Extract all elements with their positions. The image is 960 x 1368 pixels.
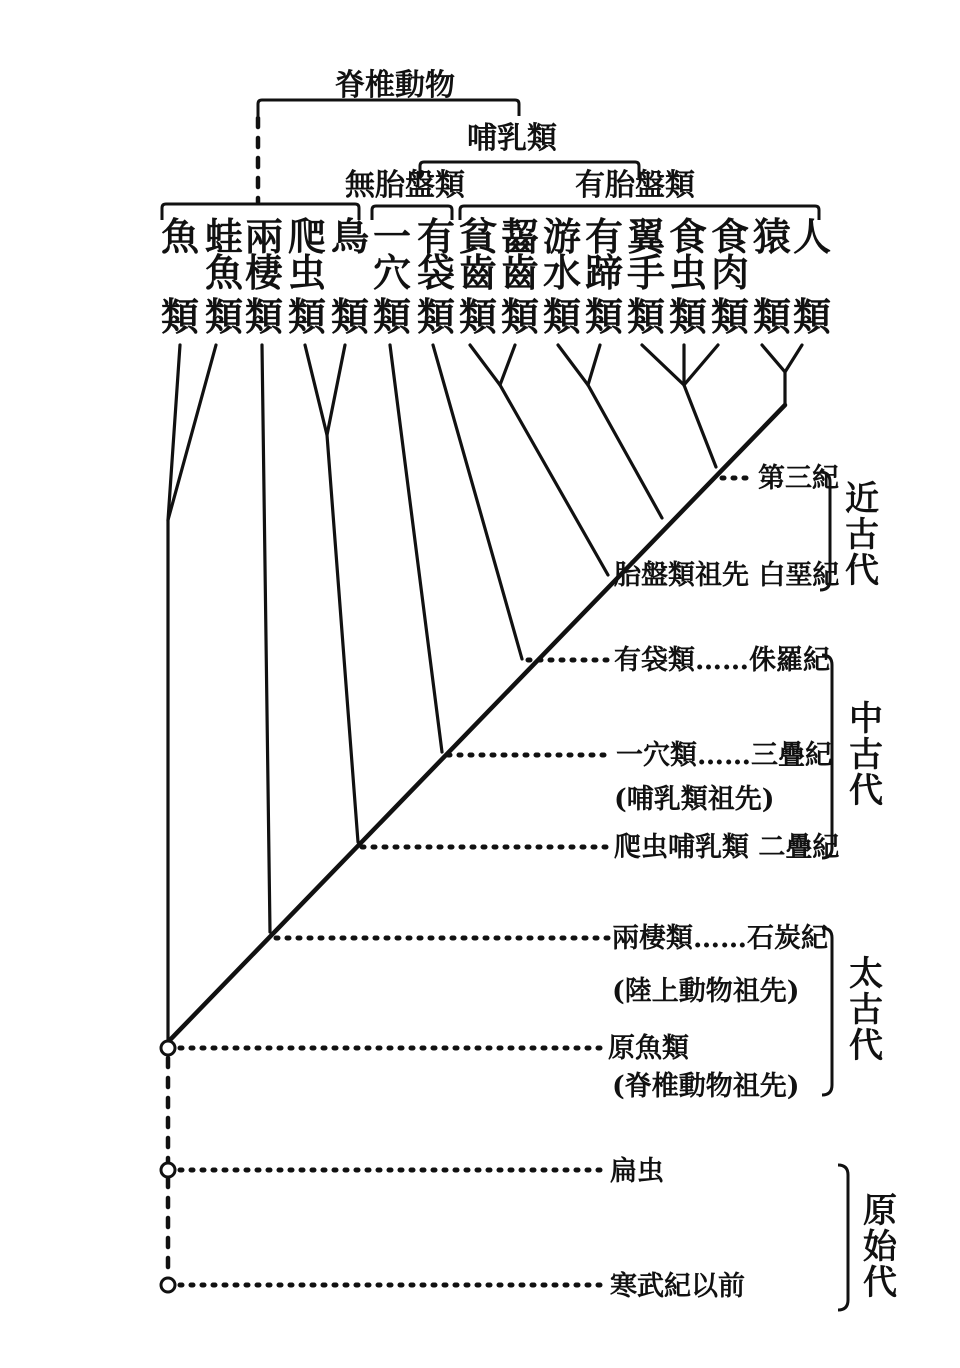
era-mesozoic-char-0: 中: [849, 699, 883, 739]
taxon-edentate-char-2: 類: [458, 294, 498, 339]
branch-cetacean: [558, 345, 662, 518]
node-proto-fish: [161, 1041, 175, 1055]
taxon-insectivore-char-2: 類: [668, 294, 708, 339]
non-placental-header: 無胎盤類: [345, 168, 465, 203]
era-paleozoic-char-0: 太: [849, 954, 883, 994]
taxon-amphibian-char-0: 兩: [244, 214, 284, 259]
era-paleozoic-char-2: 代: [849, 1026, 883, 1066]
taxon-ungulate-char-2: 類: [584, 294, 624, 339]
label-vertebrate-ancestor: (脊椎動物祖先): [612, 1071, 800, 1102]
taxon-carnivore-char-1: 肉: [710, 250, 750, 295]
taxon-edentate-char-0: 貧: [458, 214, 498, 259]
node-worm: [161, 1163, 175, 1177]
taxon-marsupial-char-0: 有: [416, 214, 456, 259]
era-brackets: [820, 472, 848, 1310]
taxon-bird-char-0: 鳥: [330, 214, 370, 259]
taxon-cetacean-char-0: 游: [542, 214, 582, 259]
era-primordial-char-1: 始: [863, 1227, 897, 1267]
era-paleozoic-char-1: 古: [849, 990, 883, 1030]
branch-ape: [762, 345, 785, 405]
taxon-marsupial-char-1: 袋: [416, 250, 456, 295]
branch-rodent: [500, 345, 515, 385]
taxon-rodent-char-1: 齒: [500, 250, 540, 295]
branch-bird: [327, 345, 345, 435]
label-placental-ancestor: 胎盤類祖先 白堊紀: [614, 560, 840, 591]
taxon-chiroptera-char-1: 手: [626, 250, 666, 295]
taxon-chiroptera-char-0: 翼: [626, 214, 666, 259]
group-brackets: [162, 68, 819, 220]
taxon-rodent-char-0: 齧: [500, 214, 540, 259]
branch-fish: [168, 345, 180, 1042]
taxon-frog-fish-char-0: 蛙: [204, 214, 244, 259]
era-cenozoic-char-1: 古: [845, 515, 879, 555]
taxon-monotreme-char-0: 一: [372, 214, 412, 259]
era-labels: [845, 479, 898, 1303]
mammals-header: 哺乳類: [467, 121, 557, 156]
era-mesozoic-char-1: 古: [849, 735, 883, 775]
era-cenozoic-char-0: 近: [845, 479, 879, 519]
branch-carnivore: [684, 345, 718, 385]
era-primordial-char-2: 代: [863, 1263, 897, 1303]
branch-human: [785, 345, 802, 372]
taxon-cetacean-char-1: 水: [542, 250, 582, 295]
taxon-carnivore-char-2: 類: [710, 294, 750, 339]
branch-chiroptera: [642, 345, 716, 467]
taxon-amphibian-char-2: 類: [244, 294, 284, 339]
node-precambrian: [161, 1278, 175, 1292]
taxon-ungulate-char-0: 有: [584, 214, 624, 259]
era-primordial-char-0: 原: [863, 1191, 897, 1231]
branch-monotreme: [390, 345, 442, 752]
taxon-bird-char-2: 類: [330, 294, 370, 339]
vertebrates-header: 脊椎動物: [335, 68, 455, 103]
ancestor-labels: [608, 463, 839, 1302]
branch-amphibian: [262, 345, 270, 932]
branch-edentate: [470, 345, 608, 575]
era-mesozoic-char-2: 代: [849, 771, 883, 811]
label-proto-fish: 原魚類: [608, 1033, 689, 1064]
taxon-chiroptera-char-2: 類: [626, 294, 666, 339]
taxon-ungulate-char-1: 蹄: [584, 250, 624, 295]
taxa-labels: [161, 214, 831, 339]
taxon-fish-char-0: 魚: [160, 214, 200, 259]
taxon-reptile-char-1: 虫: [287, 250, 327, 295]
taxon-human-char-0: 人: [792, 214, 832, 259]
era-cenozoic-char-2: 代: [845, 551, 879, 591]
taxon-reptile-char-0: 爬: [287, 214, 327, 259]
label-marsupial: 有袋類……侏羅紀: [614, 645, 830, 676]
taxon-rodent-char-2: 類: [500, 294, 540, 339]
taxon-edentate-char-1: 齒: [458, 250, 498, 295]
branch-marsupial: [433, 345, 522, 659]
taxon-carnivore-char-0: 食: [710, 214, 750, 259]
label-reptile-mammal: 爬虫哺乳類 二疊紀: [614, 832, 840, 863]
branch-ungulate: [588, 345, 600, 385]
taxon-cetacean-char-2: 類: [542, 294, 582, 339]
taxon-monotreme-char-2: 類: [372, 294, 412, 339]
label-amphibian: 兩棲類……石炭紀: [612, 923, 828, 954]
taxon-insectivore-char-0: 食: [668, 214, 708, 259]
taxon-ape-char-2: 類: [752, 294, 792, 339]
label-worm: 扁虫: [610, 1156, 664, 1187]
taxon-human-char-2: 類: [792, 294, 832, 339]
taxon-ape-char-0: 猿: [752, 214, 792, 259]
primordial-bracket: [838, 1165, 848, 1310]
label-mammal-ancestor: (哺乳類祖先): [614, 784, 775, 815]
taxon-insectivore-char-1: 虫: [668, 250, 708, 295]
taxon-fish-char-2: 類: [160, 294, 200, 339]
label-land-animal: (陸上動物祖先): [612, 976, 800, 1007]
label-tertiary: 第三紀: [758, 463, 839, 494]
taxon-frog-fish-char-1: 魚: [204, 250, 244, 295]
taxon-monotreme-char-1: 穴: [372, 250, 412, 295]
taxon-marsupial-char-2: 類: [416, 294, 456, 339]
taxon-frog-fish-char-2: 類: [204, 294, 244, 339]
label-monotreme: 一穴類……三疊紀: [616, 740, 832, 771]
dotted-connectors: [161, 478, 755, 1292]
placental-header: 有胎盤類: [575, 168, 695, 203]
label-precambrian: 寒武紀以前: [610, 1271, 745, 1302]
taxon-reptile-char-2: 類: [287, 294, 327, 339]
taxon-amphibian-char-1: 棲: [244, 250, 284, 295]
